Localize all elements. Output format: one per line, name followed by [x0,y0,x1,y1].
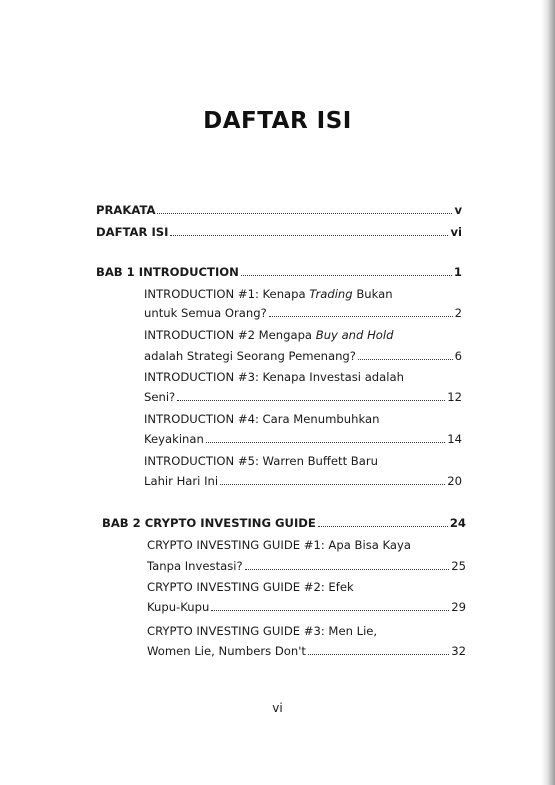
toc-entry-label: adalah Strategi Seorang Pemenang? [144,349,356,363]
dot-leader [177,400,445,401]
dot-leader [269,316,453,317]
toc-entry-label: Lahir Hari Ini [144,474,219,488]
dot-leader [170,235,448,236]
toc-entry-intro-1-line-1[interactable]: INTRODUCTION #1: Kenapa Trading Bukan [144,287,393,301]
toc-page-number: 29 [451,600,466,614]
toc-entry-guide-2-line-2[interactable] [147,600,466,614]
dot-leader [318,526,448,527]
toc-page-number: 12 [447,390,462,404]
toc-page-number: 25 [451,559,466,573]
toc-page-number: 24 [449,516,466,530]
toc-entry-intro-2-line-1[interactable]: INTRODUCTION #2 Mengapa Buy and Hold [144,328,394,342]
toc-entry-intro-4-line-1[interactable]: INTRODUCTION #4: Cara Menumbuhkan [144,412,380,426]
toc-page-number: 20 [447,474,462,488]
toc-entry-label: BAB 2 CRYPTO INVESTING GUIDE [102,516,316,530]
toc-entry-label: Women Lie, Numbers Don't [147,644,306,658]
dot-leader [308,654,449,655]
toc-entry-intro-2-line-2[interactable] [144,349,462,363]
toc-entry-guide-2-line-1[interactable]: CRYPTO INVESTING GUIDE #2: Efek [147,580,354,594]
toc-page-number: 1 [453,265,462,279]
toc-entry-intro-4-line-2[interactable] [144,432,462,446]
toc-page-number: v [454,203,462,217]
toc-entry-guide-3-line-2[interactable] [147,644,466,658]
toc-entry-label: untuk Semua Orang? [144,306,267,320]
toc-entry-intro-5-line-2[interactable] [144,474,462,488]
toc-entry-label: Keyakinan [144,432,204,446]
toc-entry-prakata[interactable] [96,203,462,217]
toc-entry-label: PRAKATA [96,203,156,217]
toc-entry-label: DAFTAR ISI [96,225,169,239]
toc-entry-label: Tanpa Investasi? [147,559,243,573]
toc-page-number: 32 [451,644,466,658]
dot-leader [358,359,453,360]
dot-leader [220,484,445,485]
toc-entry-bab-2[interactable] [102,516,466,530]
toc-entry-daftar-isi[interactable] [96,225,462,239]
toc-entry-guide-1-line-1[interactable]: CRYPTO INVESTING GUIDE #1: Apa Bisa Kaya [147,538,411,552]
toc-entry-intro-3-line-2[interactable] [144,390,462,404]
toc-entry-bab-1[interactable] [96,265,462,279]
dot-leader [206,442,445,443]
toc-entry-intro-5-line-1[interactable]: INTRODUCTION #5: Warren Buffett Baru [144,454,378,468]
toc-entry-intro-1-line-2[interactable] [144,306,462,320]
dot-leader [157,213,452,214]
toc-entry-label: Seni? [144,390,176,404]
page-number: vi [272,701,283,715]
dot-leader [241,275,452,276]
dot-leader [245,569,450,570]
page-title: DAFTAR ISI [203,108,352,134]
toc-entry-guide-3-line-1[interactable]: CRYPTO INVESTING GUIDE #3: Men Lie, [147,624,378,638]
toc-page-number: 2 [454,306,462,320]
toc-page-number: 6 [454,349,462,363]
toc-entry-guide-1-line-2[interactable] [147,559,466,573]
toc-entry-intro-3-line-1[interactable]: INTRODUCTION #3: Kenapa Investasi adalah [144,370,404,384]
toc-page-number: 14 [447,432,462,446]
dot-leader [211,610,449,611]
toc-page-number: vi [450,225,462,239]
toc-entry-label: Kupu-Kupu [147,600,210,614]
toc-entry-label: BAB 1 INTRODUCTION [96,265,239,279]
